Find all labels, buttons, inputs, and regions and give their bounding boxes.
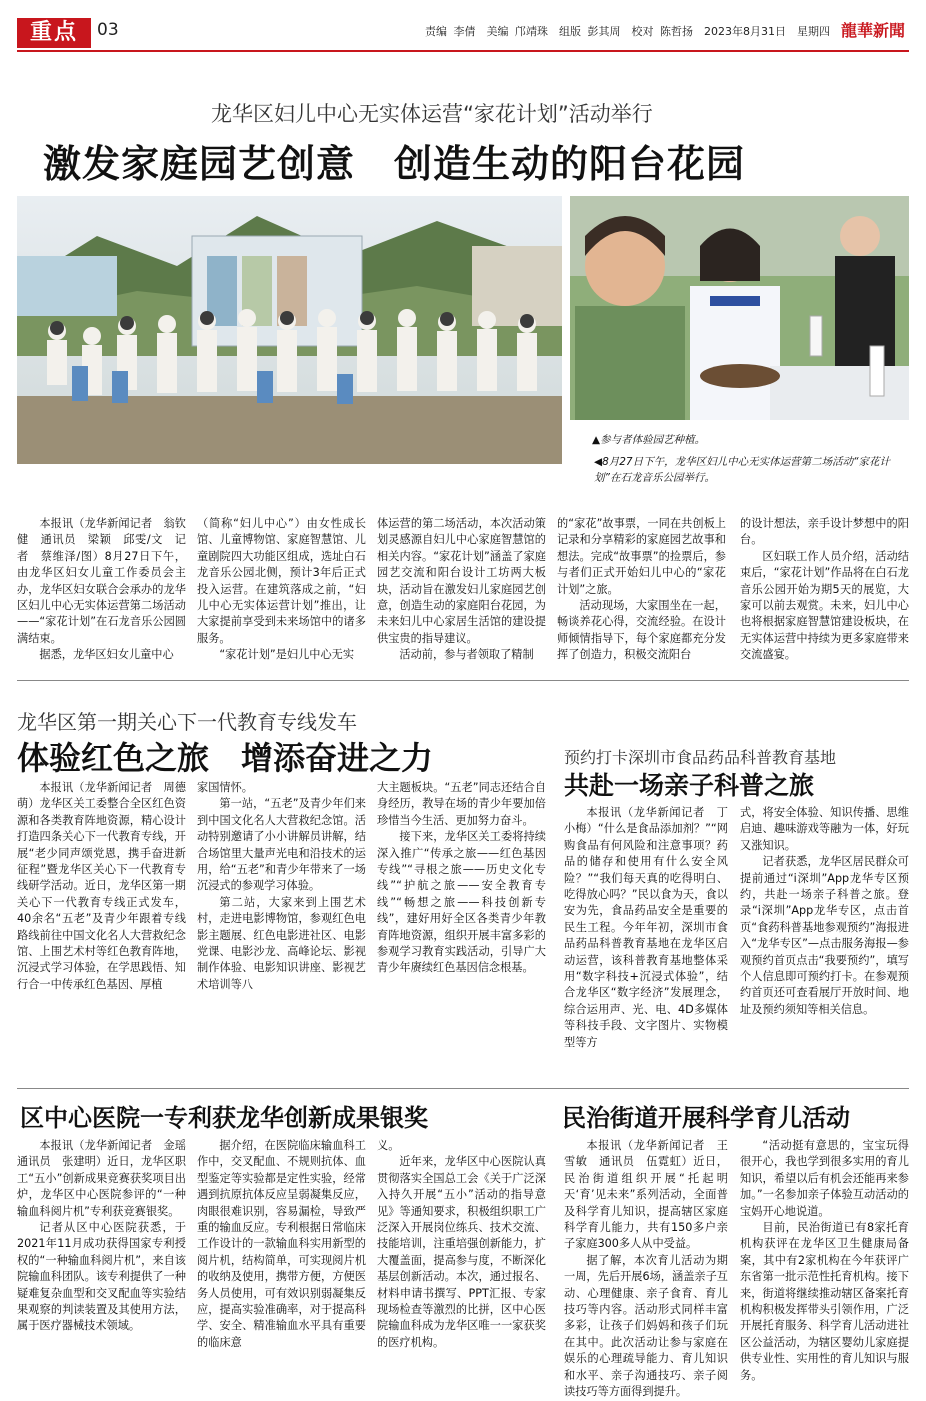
paragraph: 本报讯（龙华新闻记者 周德萌）龙华区关工委整合全区红色资源和各类教育阵地资源，精心设计打造四条关心下一代教育专线，开展“老少同声颂党恩，携手奋进新征程”暨龙华区关心下一代教育专线研学活动。近日，龙华区第一期关心下一代教育专线正式发车，40余名“五老”及青少年跟着专线路线前往中国文化名人大营救纪念馆、上围艺术村等红色教育阵地，沉浸式学习体验，在学思践悟、知行合一中传承红色基因、厚植	[17, 781, 186, 991]
paragraph: 本报讯（龙华新闻记者 翁钦健 通讯员 梁颖 邱雯/文 记者 蔡维泽/图）8月27日下午，由龙华区妇女儿童工作委员会主办，龙华区妇女联合会承办的龙华区妇儿中心无实体运营第二场活动——“家花计划”在石龙音乐公园圆满结束。	[17, 517, 186, 645]
paragraph: 目前，民治街道已有8家托育机构获评在龙华区卫生健康局备案，其中有2家机构在今年获评广东省第一批示范性托育机构。接下来，街道将继续推动辖区备案托育机构积极发挥带头引领作用，广泛开展托育服务、科学育儿活动进社区公益活动，为辖区婴幼儿家庭提供专业性、实用性的育儿知识与服务。	[740, 1221, 909, 1382]
article2-col3	[377, 780, 546, 1080]
page-number: 03	[97, 20, 119, 40]
article2-col2	[197, 780, 366, 1080]
planting-photo	[570, 196, 909, 420]
paragraph: “活动挺有意思的，宝宝玩得很开心，我也学到很多实用的育儿知识，希望以后有机会还能再来参加。”一名参加亲子体验互动活动的宝妈开心地说道。	[740, 1139, 909, 1218]
article1-subtitle: 龙华区妇儿中心无实体运营“家花计划”活动举行	[211, 102, 653, 126]
paragraph: 家国情怀。	[197, 781, 253, 794]
paragraph: 记者获悉，龙华区居民群众可提前通过“i深圳”App龙华专区预约，共赴一场亲子科普之旅。登录“i深圳”App龙华专区，点击首页“食药科普基地参观预约”海报进入“龙华专区”—点击服务海报—参观预约首页点击“我要预约”，填写个人信息即可预约打卡。在参观预约首页还可查看展厅开放时间、地址及预约须知等相关信息。	[740, 855, 909, 1016]
article1-title: 激发家庭园艺创意 创造生动的阳台花园	[43, 142, 746, 186]
article5-title: 民治街道开展科学育儿活动	[562, 1104, 850, 1132]
newspaper-brand-logo: 龍華新聞	[841, 21, 906, 40]
section-divider	[17, 680, 909, 681]
paragraph: 活动前，参与者领取了精制	[399, 648, 534, 662]
paragraph: 据了解，本次育儿活动为期一周，先后开展6场，涵盖亲子互动、心理健康、亲子食育、育儿技巧等内容。活动形式同样丰富多彩，让孩子们妈妈和孩子们玩在其中。此次活动让参与家庭在娱乐的心理疏导能力、育儿知识和水平、亲子沟通技巧、亲子阅读技巧等方面得到提升。	[564, 1253, 728, 1399]
paragraph: 大主题板块。“五老”同志还结合自身经历，教导在场的青少年要加倍珍惜当今生活、更加努力奋斗。	[377, 781, 546, 827]
paragraph: 义。	[377, 1139, 400, 1152]
photo-caption-2: ◀8月27日下午，龙华区妇儿中心无实体运营第二场活动“家花计划”在石龙音乐公园举行。	[594, 456, 891, 484]
article3-col2	[740, 805, 909, 1077]
paragraph: （简称“妇儿中心”）由女性成长馆、儿童博物馆、家庭智慧馆、儿童剧院四大功能区组成，选址白石龙音乐公园北侧，预计3年后正式投入运营。在建筑落成之前，“妇儿中心无实体运营计划”推出，让大家提前享受到未来场馆中的诸多服务。	[197, 517, 366, 645]
paragraph: 活动现场，大家围坐在一起，畅谈养花心得，交流经验。在设计师倾情指导下，每个家庭都充分发挥了创造力，积极交流阳台	[557, 599, 726, 662]
paragraph: 据悉，龙华区妇女儿童中心	[39, 648, 174, 662]
photo-caption-1: ▲参与者体验园艺种植。	[592, 434, 706, 446]
article1-col2	[197, 516, 366, 666]
article5-col1	[564, 1138, 728, 1399]
paragraph: 近年来，龙华区中心医院认真贯彻落实全国总工会《关于广泛深入持久开展“五小”活动的指导意见》等通知要求，积极组织职工广泛深入开展岗位练兵、技术交流、技能培训，注重培强创新能力，扩大覆盖面，提高参与度，不断深化基层创新活动。本次，通过报名、材料申请书撰写、PPT汇报、专家现场检查等激烈的比拼，区中心医院输血科成为龙华区唯一一家获奖的医疗机构。	[377, 1155, 546, 1349]
article3-title: 共赴一场亲子科普之旅	[564, 771, 815, 800]
paragraph: 记者从区中心医院获悉，于2021年11月成功获得国家专利授权的“一种输血科阅片机”，来自该院输血科团队。该专利提供了一种疑难复杂血型和交叉配血等实验结果观察的判读装置及其使用方法，属于医疗器械技术领域。	[17, 1221, 186, 1333]
paragraph: “家花计划”是妇儿中心无实	[219, 648, 355, 662]
paragraph: 的“家花”故事票，一同在共创板上记录和分享精彩的家庭园艺故事和想法。完成“故事票”的捡票后，参与者们正式开始妇儿中心的“家花计划”之旅。	[557, 517, 726, 596]
group-photo	[17, 196, 562, 464]
article2-subtitle: 龙华区第一期关心下一代教育专线发车	[17, 710, 357, 734]
article3-subtitle: 预约打卡深圳市食品药品科普教育基地	[564, 748, 837, 767]
article4-col1	[17, 1138, 198, 1368]
article1-col4	[557, 516, 726, 666]
paragraph: 的设计想法，亲手设计梦想中的阳台。	[740, 517, 909, 547]
paragraph: 第二站，大家来到上围艺术村，走进电影博物馆，参观红色电影主题展、红色电影进社区、电影党课、电影沙龙、高峰论坛、影视制作体验、电影知识讲座、影视艺术培训等八	[197, 895, 366, 991]
article3-col1	[564, 805, 728, 1077]
article4-col2	[197, 1138, 366, 1368]
paragraph: 第一站，“五老”及青少年们来到中国文化名人大营救纪念馆。活动特别邀请了小小讲解员讲解，结合场馆里大量声光电和沿技术的运用，给“五老”和青少年带来了一场沉浸式的参观学习体验。	[197, 797, 366, 893]
article5-col2	[740, 1138, 909, 1382]
article1-col5	[740, 516, 909, 666]
paragraph: 区妇联工作人员介绍，活动结束后，“家花计划”作品将在白石龙音乐公园开始为期5天的展览，大家可以前去观赏。未来，妇儿中心也将根据家庭智慧馆建设板块，在无实体运营中持续为更多家庭带来交流盛宴。	[740, 549, 909, 662]
paragraph: 接下来，龙华区关工委将持续深入推广“传承之旅——红色基因专线”“寻根之旅——历史文化专线”“护航之旅——安全教育专线”“畅想之旅——科技创新专线”，建好用好全区各类青少年教育阵地资源，组织开展丰富多彩的参观学习教育实践活动，引导广大青少年赓续红色基因信念根基。	[377, 830, 546, 975]
article4-title: 区中心医院一专利获龙华创新成果银奖	[20, 1104, 428, 1132]
paragraph: 本报讯（龙华新闻记者 王雪敏 通讯员 伍霓虹）近日，民治街道组织开展“托起明天‘育’见未来”系列活动，全面普及科学育儿知识，提高辖区家庭科学育儿能力，共有150多户亲子家庭300多人从中受益。	[564, 1139, 728, 1251]
paragraph: 体运营的第二场活动，本次活动策划灵感源自妇儿中心家庭智慧馆的相关内容。“家花计划”涵盖了家庭园艺交流和阳台设计工坊两大板块，活动旨在激发妇儿家庭园艺创意，创造生动的家庭阳台花园，为未来妇儿中心家居生活馆的建设提供宝贵的指导建议。	[377, 517, 546, 645]
section-tag: 重点	[17, 18, 91, 48]
article1-col1	[17, 516, 186, 666]
article2-col1	[17, 780, 186, 1080]
article4-col3	[377, 1138, 546, 1368]
paragraph: 据介绍，在医院临床输血科工作中，交叉配血、不规则抗体、血型鉴定等实验都是定性实验，经常遇到抗原抗体反应呈弱凝集反应，肉眼很难识别，容易漏检，导致严重的输血反应。专利根据日常临床工作设计的一款输血科实用新型的阅片机，结构简单，可实现阅片机的收纳及使用，携带方便，方便医务人员使用，可有效识别弱凝集反应，提高实验准确率，对于提高科学、安全、精准输血水平具有重要的临床意	[197, 1139, 366, 1349]
header-rule	[17, 50, 909, 52]
paragraph: 式，将安全体验、知识传播、思维启迪、趣味游戏等融为一体，好玩又涨知识。	[740, 806, 909, 852]
article1-col3	[377, 516, 546, 666]
paragraph: 本报讯（龙华新闻记者 丁小梅）“什么是食品添加剂？”“网购食品有何风险和注意事项？药品的储存和使用有什么安全风险？”“我们每天真的吃得明白、吃得放心吗？”民以食为天，食以安为先，食品药品安全是重要的民生工程。今年年初，深圳市食品药品科普教育基地在龙华区启动运营，该科普教育基地整体采用“数字科技+沉浸式体验”，结合龙华区“数字经济”发展理念，综合运用声、光、电、4D多媒体等科技手段、文字图片、实物模型等方	[564, 806, 728, 1049]
section-divider	[17, 1088, 909, 1089]
article2-title: 体验红色之旅 增添奋进之力	[17, 739, 434, 777]
editorial-credits: 责编 李倩 美编 邝靖珠 组版 彭其周 校对 陈哲扬 2023年8月31日 星期四	[425, 25, 830, 38]
paragraph: 本报讯（龙华新闻记者 金瑶 通讯员 张建明）近日，龙华区职工“五小”创新成果竞赛获奖项目出炉，龙华区中心医院参评的“一种输血科阅片机”专利获竞赛银奖。	[17, 1139, 198, 1218]
